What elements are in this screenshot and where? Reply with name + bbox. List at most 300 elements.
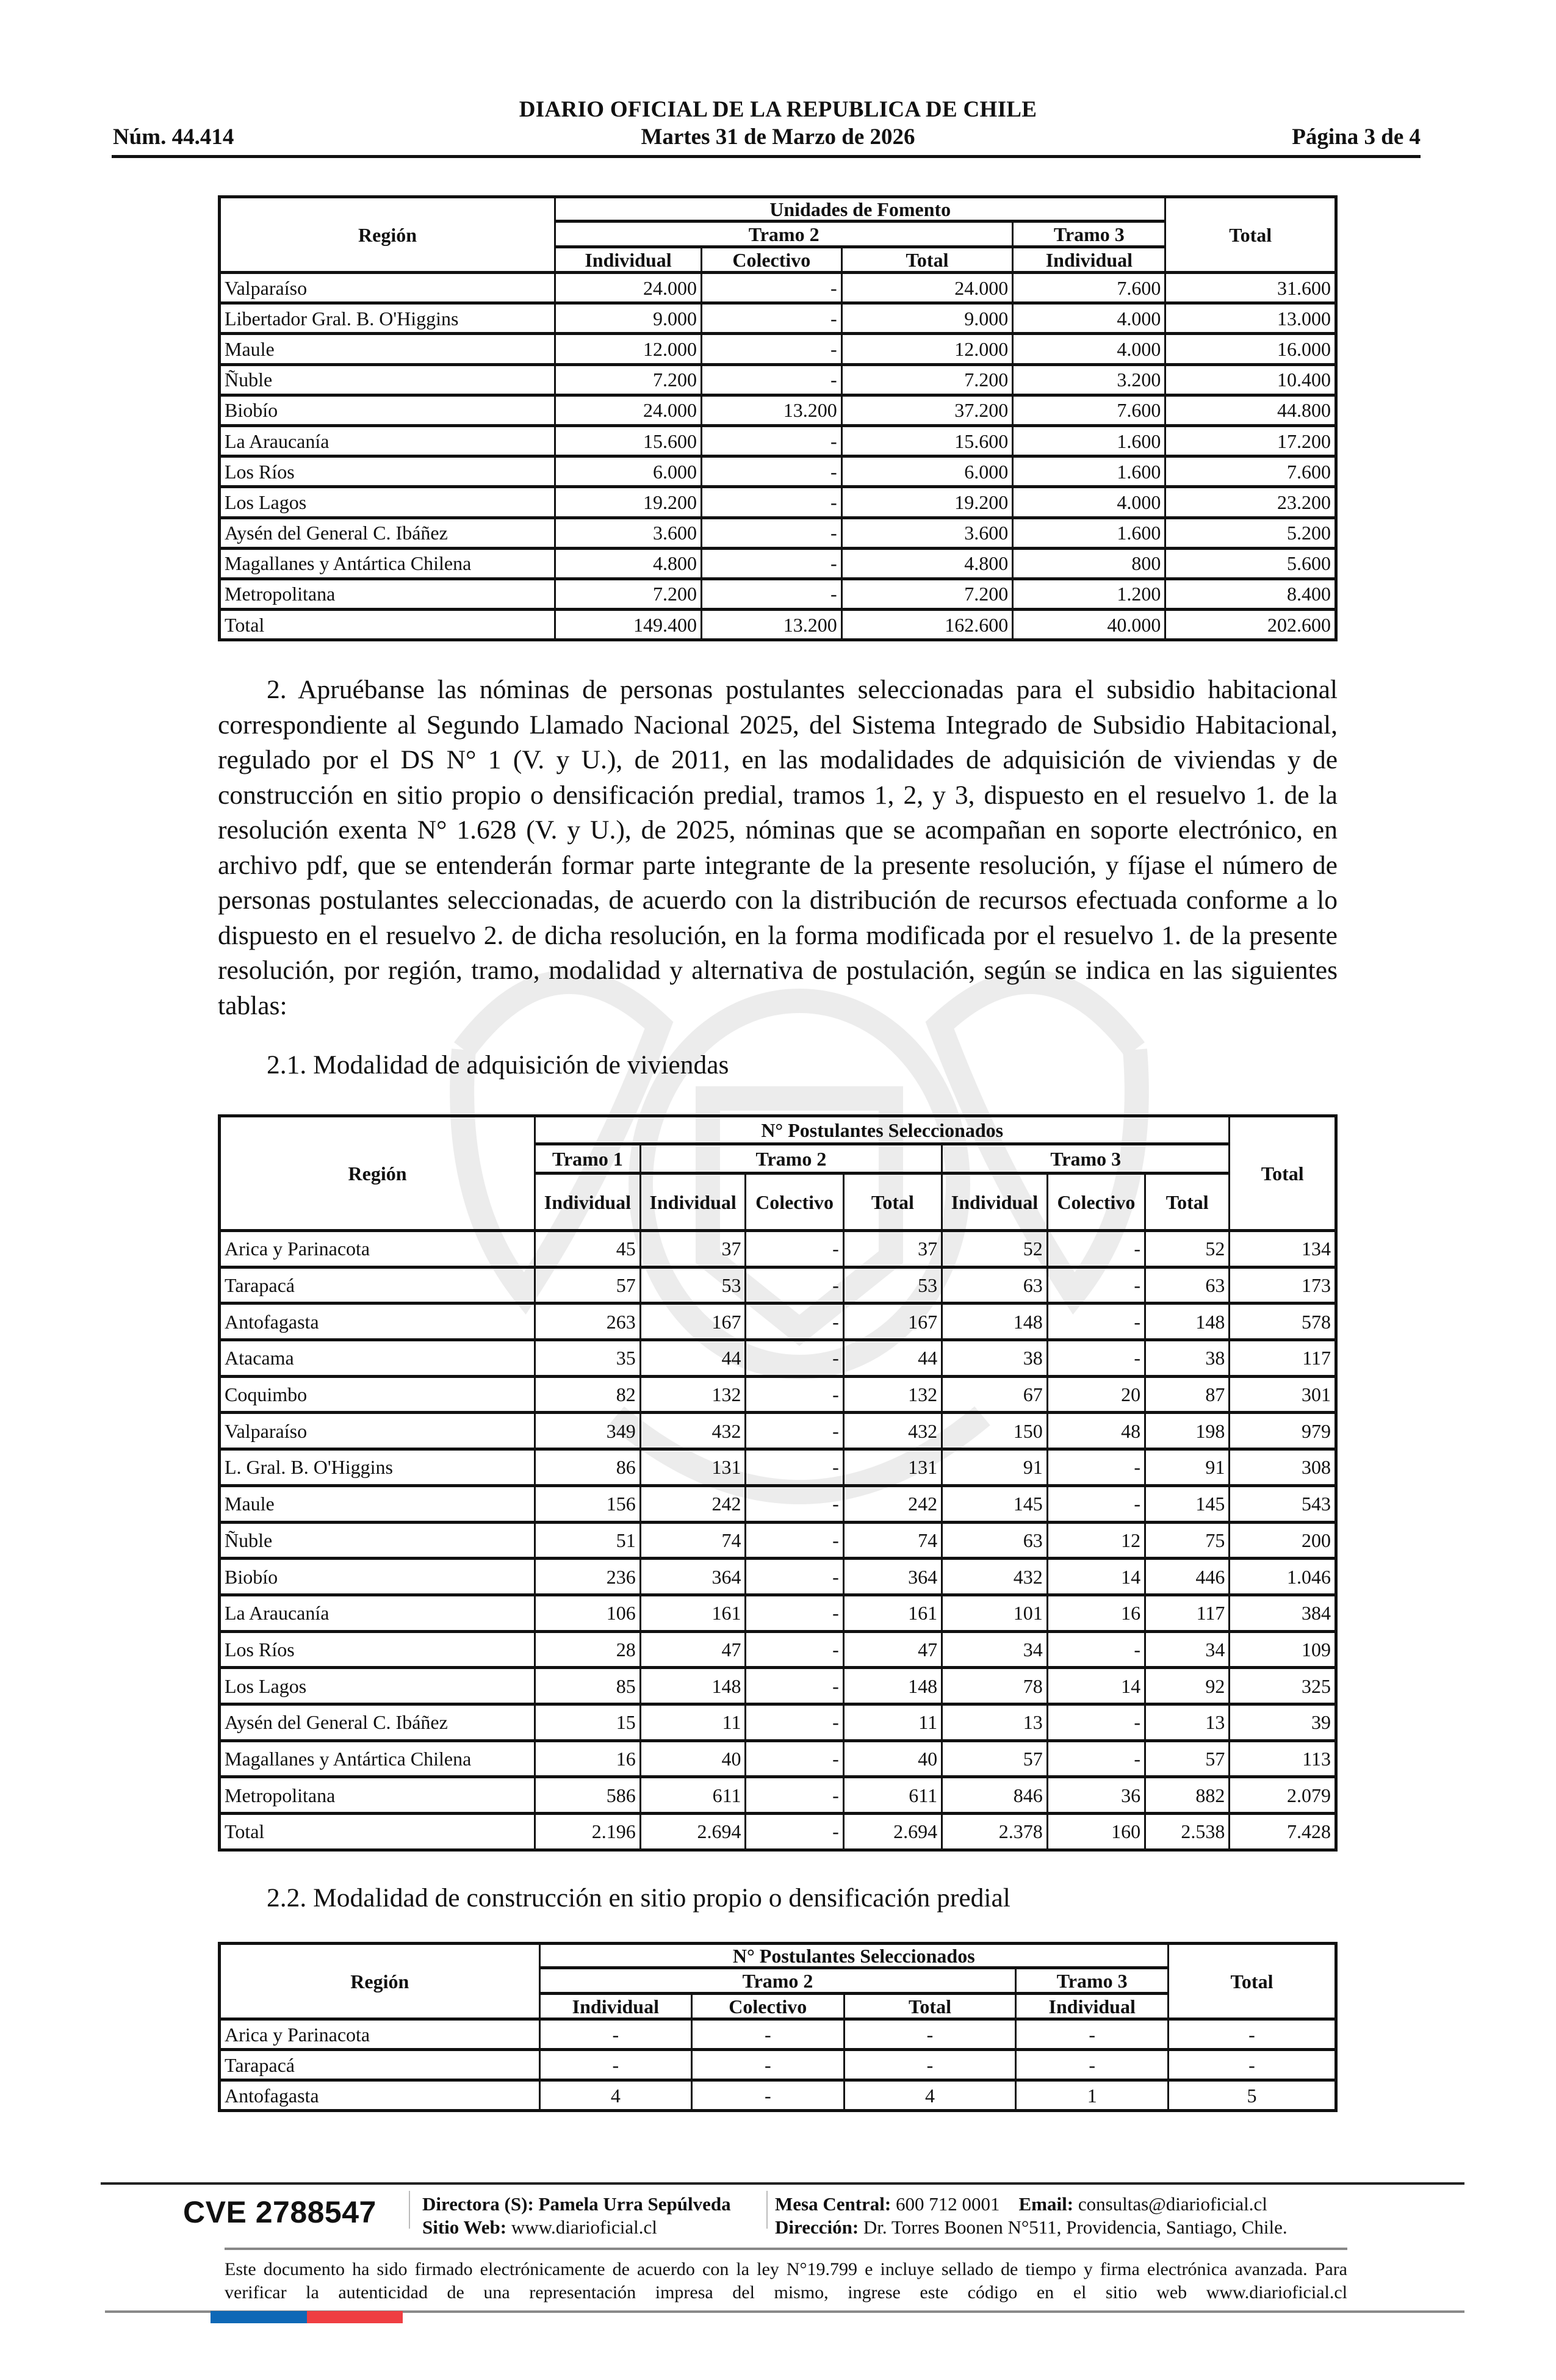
cell-total: - [1168,2019,1336,2050]
cell-t3-individual: 1 [1016,2080,1169,2111]
cell-region: Ñuble [220,1522,535,1559]
table-row [220,1631,1336,1668]
col-header-total: Total [1230,1116,1336,1231]
table-row [220,1340,1336,1377]
col-header-group: N° Postulantes Seleccionados [539,1944,1168,1968]
cell-t2-total: 4 [844,2080,1016,2111]
cell-t3-colectivo: 20 [1047,1376,1145,1413]
cell-total: 7.428 [1230,1814,1336,1850]
cell-t3-total: 882 [1145,1777,1230,1814]
cell-t2-individual: 40 [640,1740,746,1777]
cell-t2-colectivo: - [746,1485,843,1522]
cell-t2-individual: - [539,2050,692,2080]
cell-t2-individual: 44 [640,1340,746,1377]
cell-t2-colectivo: - [692,2080,844,2111]
cell-t2-individual: 148 [640,1668,746,1704]
cell-t2-individual: 242 [640,1485,746,1522]
cell-t2-individual: 37 [640,1231,746,1268]
cell-t2-colectivo: - [701,364,841,395]
cell-t3-individual: 846 [942,1777,1048,1814]
cell-t3-total: 75 [1145,1522,1230,1559]
cell-t3-total: 13 [1145,1704,1230,1740]
cell-total: 1.046 [1230,1559,1336,1595]
cell-t2-total: 432 [843,1413,942,1449]
resolution-paragraph [218,673,1338,1023]
footer-contact-right [775,2193,1288,2239]
cell-t1-individual: 35 [535,1340,641,1377]
cell-region: Valparaíso [220,1413,535,1449]
cell-t2-colectivo: - [746,1595,843,1631]
cell-t3-colectivo: - [1047,1267,1145,1304]
col-header-group: Unidades de Fomento [555,197,1165,222]
cell-t2-colectivo: - [746,1340,843,1377]
table-total-row [220,610,1336,640]
cell-t1-individual: 156 [535,1485,641,1522]
address-label: Dirección: [775,2216,859,2238]
cell-t2-individual: 2.694 [640,1814,746,1850]
cell-region: Aysén del General C. Ibáñez [220,1704,535,1740]
cell-t2-colectivo: - [746,1376,843,1413]
cell-total: 113 [1230,1740,1336,1777]
footer-divider [225,2248,1347,2250]
cell-t3-total: 446 [1145,1559,1230,1595]
cell-region: Biobío [220,395,555,425]
cell-t2-total: 132 [843,1376,942,1413]
issue-number: Núm. 44.414 [113,124,234,150]
cell-t2-colectivo: - [701,425,841,456]
table-row [220,1231,1336,1268]
cell-total: 173 [1230,1267,1336,1304]
email-label: Email: [1018,2193,1074,2215]
col-header-t1-individual: Individual [535,1174,641,1231]
col-header-region: Región [220,1944,540,2019]
cell-t2-individual: 611 [640,1777,746,1814]
cell-t3-individual: 63 [942,1267,1048,1304]
table-row [220,364,1336,395]
cell-t3-individual: 4.000 [1013,303,1165,334]
cell-t3-individual: 38 [942,1340,1048,1377]
cell-t1-individual: 85 [535,1668,641,1704]
cell-total: 2.079 [1230,1777,1336,1814]
resolution-paragraph-text: 2. Apruébanse las nóminas de personas postulantes seleccionadas para el subsidio habitacional correspondiente al Segundo Llamado Nacional 2025, del Sistema Integrado de Subsidio Habitacional, regulado por el DS N° 1 (V. y U.), de 2011, en las modalidades de adquisición de viviendas y de construcción en sitio propio o densificación predial, tramos 1, 2, y 3, dispuesto en el resuelvo 1. de la resolución exenta N° 1.628 (V. y U.), de 2025, nóminas que se acompañan en soporte electrónico, en archivo pdf, que se entenderán formar parte integrante de la presente resolución, y fíjase el número de personas postulantes seleccionadas, de acuerdo con la distribución de recursos efectuada conforme a lo dispuesto en el resuelvo 2. de dicha resolución, en la forma modificada por el resuelvo 1. de la presente resolución, por región, tramo, modalidad y alternativa de postulación, según se indica en las siguientes tablas: [218,675,1338,1020]
cell-t3-individual: 7.600 [1013,273,1165,303]
col-header-t2-individual: Individual [640,1174,746,1231]
cell-total: 44.800 [1165,395,1336,425]
cell-t2-colectivo: - [746,1559,843,1595]
table-row [220,579,1336,609]
cell-total: 23.200 [1165,487,1336,517]
table-row [220,1267,1336,1304]
cell-t3-total: 91 [1145,1449,1230,1486]
cell-region: Libertador Gral. B. O'Higgins [220,303,555,334]
cell-t3-colectivo: 160 [1047,1814,1145,1850]
phone-number: 600 712 0001 [896,2193,1000,2215]
cell-region: L. Gral. B. O'Higgins [220,1449,535,1486]
legal-notice: Este documento ha sido firmado electrónicamente de acuerdo con la ley N°19.799 e incluye sellado de tiempo y firma electrónica avanzada. Para verificar la autenticidad de una representación impresa del mismo, ingrese este código en el sitio web www.diarioficial.cl [225,2259,1347,2302]
col-header-t3-individual: Individual [942,1174,1048,1231]
cell-t3-individual: 13 [942,1704,1048,1740]
cell-t2-individual: 7.200 [555,579,702,609]
section-heading-2-1: 2.1. Modalidad de adquisición de viviendas [267,1050,729,1080]
cell-t2-total: 24.000 [841,273,1013,303]
cell-region: Atacama [220,1340,535,1377]
cell-t1-individual: 16 [535,1740,641,1777]
cell-total: 31.600 [1165,273,1336,303]
cell-t2-colectivo: 13.200 [701,395,841,425]
acquisition-applicants-table [218,1114,1338,1852]
cell-t2-colectivo: - [746,1522,843,1559]
cell-t2-total: 37.200 [841,395,1013,425]
cell-t2-individual: 432 [640,1413,746,1449]
cell-t3-colectivo: 14 [1047,1668,1145,1704]
col-header-total: Total [1165,197,1336,273]
cell-t2-total: 4.800 [841,548,1013,579]
cell-t1-individual: 57 [535,1267,641,1304]
cell-total: 109 [1230,1631,1336,1668]
cell-t1-individual: 51 [535,1522,641,1559]
cell-t2-individual: 4.800 [555,548,702,579]
cell-t2-total: 53 [843,1267,942,1304]
email-link[interactable]: consultas@diarioficial.cl [1078,2193,1267,2215]
footer-contact-left [422,2193,731,2239]
cell-t3-individual: 4.000 [1013,334,1165,364]
cell-t2-colectivo: - [701,517,841,548]
cell-t3-colectivo: 16 [1047,1595,1145,1631]
cell-t3-individual: 150 [942,1413,1048,1449]
cell-t3-individual: 91 [942,1449,1048,1486]
cell-t3-colectivo: - [1047,1631,1145,1668]
cell-t3-total: 52 [1145,1231,1230,1268]
cell-t2-individual: 53 [640,1267,746,1304]
cell-region: Tarapacá [220,2050,540,2080]
flag-stripe-blue [211,2311,307,2323]
cell-t3-total: 63 [1145,1267,1230,1304]
cell-t3-individual: 57 [942,1740,1048,1777]
cell-t2-total: 74 [843,1522,942,1559]
col-header-total: Total [1168,1944,1336,2019]
cell-total: 10.400 [1165,364,1336,395]
cell-region: Coquimbo [220,1376,535,1413]
cell-t2-colectivo: - [692,2019,844,2050]
table-row [220,1595,1336,1631]
table-row [220,1413,1336,1449]
cell-t3-individual: 145 [942,1485,1048,1522]
cell-t2-colectivo: - [746,1668,843,1704]
cell-t2-total: 12.000 [841,334,1013,364]
cell-t2-total: 2.694 [843,1814,942,1850]
section-heading-2-2: 2.2. Modalidad de construcción en sitio propio o densificación predial [267,1883,1010,1913]
cell-t2-individual: 12.000 [555,334,702,364]
footer-divider [101,2182,1464,2185]
cell-t3-total: 198 [1145,1413,1230,1449]
cell-t2-total: 167 [843,1304,942,1340]
cell-t2-total: 7.200 [841,579,1013,609]
footer-separator [409,2191,410,2229]
cell-t2-colectivo: - [701,273,841,303]
cell-t2-total: 3.600 [841,517,1013,548]
publication-date: Martes 31 de Marzo de 2026 [641,124,915,150]
table-row [220,1704,1336,1740]
cell-total: 16.000 [1165,334,1336,364]
table-total-row [220,1814,1336,1850]
publication-title: DIARIO OFICIAL DE LA REPUBLICA DE CHILE [519,97,1037,122]
col-header-t3-individual: Individual [1013,247,1165,273]
table-row [220,2050,1336,2080]
uf-allocation-table [218,195,1338,641]
cell-t2-colectivo: - [692,2050,844,2080]
cell-t3-individual: 63 [942,1522,1048,1559]
cell-t3-individual: 34 [942,1631,1048,1668]
cell-region: Metropolitana [220,579,555,609]
cell-region: Tarapacá [220,1267,535,1304]
col-header-t2-individual: Individual [555,247,702,273]
cell-region: La Araucanía [220,425,555,456]
cell-total: 5 [1168,2080,1336,2111]
cell-t3-colectivo: 48 [1047,1413,1145,1449]
cell-t3-colectivo: - [1047,1304,1145,1340]
table-row [220,303,1336,334]
construction-applicants-table [218,1942,1338,2112]
cell-total: - [1168,2050,1336,2080]
cell-t3-individual: 3.200 [1013,364,1165,395]
table-row [220,1559,1336,1595]
cell-t2-colectivo: - [746,1449,843,1486]
cell-t2-total: 148 [843,1668,942,1704]
cell-t2-total: 11 [843,1704,942,1740]
table-row [220,456,1336,487]
cell-t2-colectivo: - [701,548,841,579]
table-row [220,425,1336,456]
cell-t2-colectivo: - [746,1267,843,1304]
cell-t3-individual: 432 [942,1559,1048,1595]
col-header-tramo2: Tramo 2 [539,1968,1016,1994]
cell-t2-individual: 149.400 [555,610,702,640]
cell-t3-total: 34 [1145,1631,1230,1668]
col-header-t2-total: Total [844,1994,1016,2019]
cell-t2-total: 19.200 [841,487,1013,517]
cell-t2-total: 15.600 [841,425,1013,456]
cell-t2-total: 161 [843,1595,942,1631]
cell-total: 578 [1230,1304,1336,1340]
cell-total: 8.400 [1165,579,1336,609]
cell-total: 200 [1230,1522,1336,1559]
cell-t2-colectivo: - [701,456,841,487]
cell-t2-colectivo: - [746,1740,843,1777]
cell-t3-individual: 1.600 [1013,456,1165,487]
cell-t2-total: 40 [843,1740,942,1777]
cell-t2-colectivo: - [746,1231,843,1268]
cell-t3-total: 92 [1145,1668,1230,1704]
col-header-t3-total: Total [1145,1174,1230,1231]
table-row [220,1376,1336,1413]
cell-t3-total: 57 [1145,1740,1230,1777]
cell-total: 301 [1230,1376,1336,1413]
cell-t3-individual: 78 [942,1668,1048,1704]
col-header-t3-colectivo: Colectivo [1047,1174,1145,1231]
table-row [220,273,1336,303]
cell-total: 325 [1230,1668,1336,1704]
col-header-tramo2: Tramo 2 [640,1144,942,1174]
cell-region: Total [220,610,555,640]
cell-t3-individual: 800 [1013,548,1165,579]
table-row [220,1304,1336,1340]
col-header-t2-colectivo: Colectivo [701,247,841,273]
cell-t3-total: 2.538 [1145,1814,1230,1850]
cell-region: Los Ríos [220,1631,535,1668]
cell-t2-individual: 9.000 [555,303,702,334]
cell-total: 979 [1230,1413,1336,1449]
cell-t2-colectivo: - [701,334,841,364]
cell-t1-individual: 28 [535,1631,641,1668]
cell-total: 384 [1230,1595,1336,1631]
col-header-region: Región [220,1116,535,1231]
col-header-region: Región [220,197,555,273]
flag-stripe-red [307,2311,403,2323]
table-row [220,395,1336,425]
cell-t3-individual: - [1016,2050,1169,2080]
cell-region: Los Lagos [220,487,555,517]
table-row [220,548,1336,579]
cell-t3-individual: 52 [942,1231,1048,1268]
cell-region: Magallanes y Antártica Chilena [220,1740,535,1777]
header-divider [112,155,1421,158]
table-row [220,2080,1336,2111]
cell-t1-individual: 106 [535,1595,641,1631]
cell-t2-individual: 132 [640,1376,746,1413]
cell-t3-colectivo: - [1047,1740,1145,1777]
cell-t1-individual: 86 [535,1449,641,1486]
cell-t3-colectivo: - [1047,1449,1145,1486]
col-header-t2-individual: Individual [539,1994,692,2019]
cell-t3-individual: 67 [942,1376,1048,1413]
table-row [220,1449,1336,1486]
cell-t2-total: 47 [843,1631,942,1668]
cell-region: Aysén del General C. Ibáñez [220,517,555,548]
cell-t2-colectivo: - [746,1704,843,1740]
cell-t2-individual: - [539,2019,692,2050]
cell-t3-total: 117 [1145,1595,1230,1631]
cell-t2-individual: 161 [640,1595,746,1631]
cell-t2-colectivo: - [746,1304,843,1340]
cell-t3-colectivo: 14 [1047,1559,1145,1595]
cell-t2-individual: 15.600 [555,425,702,456]
col-header-group: N° Postulantes Seleccionados [535,1116,1230,1144]
cell-total: 5.200 [1165,517,1336,548]
cell-t3-total: 148 [1145,1304,1230,1340]
cell-t3-individual: 4.000 [1013,487,1165,517]
cell-region: Antofagasta [220,1304,535,1340]
cell-t3-individual: 148 [942,1304,1048,1340]
cell-t2-individual: 24.000 [555,395,702,425]
cell-t2-colectivo: - [701,487,841,517]
cell-t1-individual: 263 [535,1304,641,1340]
cell-total: 308 [1230,1449,1336,1486]
cell-t2-total: 131 [843,1449,942,1486]
col-header-t2-colectivo: Colectivo [746,1174,843,1231]
cell-t3-individual: 1.200 [1013,579,1165,609]
cell-t2-individual: 167 [640,1304,746,1340]
cell-total: 202.600 [1165,610,1336,640]
cell-t2-total: 6.000 [841,456,1013,487]
cell-t2-total: 364 [843,1559,942,1595]
cell-t2-total: 9.000 [841,303,1013,334]
cve-code: CVE 2788547 [183,2195,376,2229]
cell-t3-colectivo: 36 [1047,1777,1145,1814]
cell-t3-colectivo: 12 [1047,1522,1145,1559]
col-header-t2-colectivo: Colectivo [692,1994,844,2019]
cell-region: Arica y Parinacota [220,1231,535,1268]
cell-total: 117 [1230,1340,1336,1377]
table-row [220,1740,1336,1777]
cell-t2-individual: 7.200 [555,364,702,395]
col-header-tramo1: Tramo 1 [535,1144,641,1174]
cell-t2-individual: 3.600 [555,517,702,548]
cell-t1-individual: 586 [535,1777,641,1814]
table-row [220,1485,1336,1522]
cell-t3-individual: 7.600 [1013,395,1165,425]
table-row [220,1777,1336,1814]
cell-t2-total: - [844,2019,1016,2050]
cell-t2-individual: 131 [640,1449,746,1486]
table-row [220,487,1336,517]
cell-t3-colectivo: - [1047,1340,1145,1377]
cell-total: 13.000 [1165,303,1336,334]
col-header-t2-total: Total [843,1174,942,1231]
cell-t2-total: 37 [843,1231,942,1268]
cell-region: Biobío [220,1559,535,1595]
page-indicator: Página 3 de 4 [1292,124,1421,150]
cell-t2-total: 7.200 [841,364,1013,395]
table-row [220,1522,1336,1559]
cell-t3-colectivo: - [1047,1231,1145,1268]
cell-t3-total: 38 [1145,1340,1230,1377]
cell-region: Maule [220,1485,535,1522]
website-label: Sitio Web: [422,2216,507,2238]
cell-t1-individual: 82 [535,1376,641,1413]
cell-t1-individual: 236 [535,1559,641,1595]
cell-total: 5.600 [1165,548,1336,579]
cell-t2-colectivo: 13.200 [701,610,841,640]
cell-t2-individual: 47 [640,1631,746,1668]
cell-region: Total [220,1814,535,1850]
cell-t2-individual: 24.000 [555,273,702,303]
cell-t3-colectivo: - [1047,1704,1145,1740]
cell-t2-colectivo: - [701,579,841,609]
cell-t3-individual: 101 [942,1595,1048,1631]
cell-t2-individual: 11 [640,1704,746,1740]
cell-t3-individual: - [1016,2019,1169,2050]
cell-t1-individual: 15 [535,1704,641,1740]
cell-region: Los Lagos [220,1668,535,1704]
footer-separator [766,2191,768,2229]
cell-t2-colectivo: - [746,1814,843,1850]
cell-t3-individual: 2.378 [942,1814,1048,1850]
cell-t2-colectivo: - [746,1777,843,1814]
website-link[interactable]: www.diarioficial.cl [511,2216,657,2238]
cell-region: Maule [220,334,555,364]
cell-t2-colectivo: - [701,303,841,334]
cell-t2-individual: 4 [539,2080,692,2111]
cell-t3-individual: 1.600 [1013,517,1165,548]
cell-t3-total: 87 [1145,1376,1230,1413]
cell-region: La Araucanía [220,1595,535,1631]
cell-t2-total: 611 [843,1777,942,1814]
table-row [220,1668,1336,1704]
cell-t2-total: 242 [843,1485,942,1522]
cell-t2-colectivo: - [746,1631,843,1668]
cell-total: 7.600 [1165,456,1336,487]
cell-t3-total: 145 [1145,1485,1230,1522]
